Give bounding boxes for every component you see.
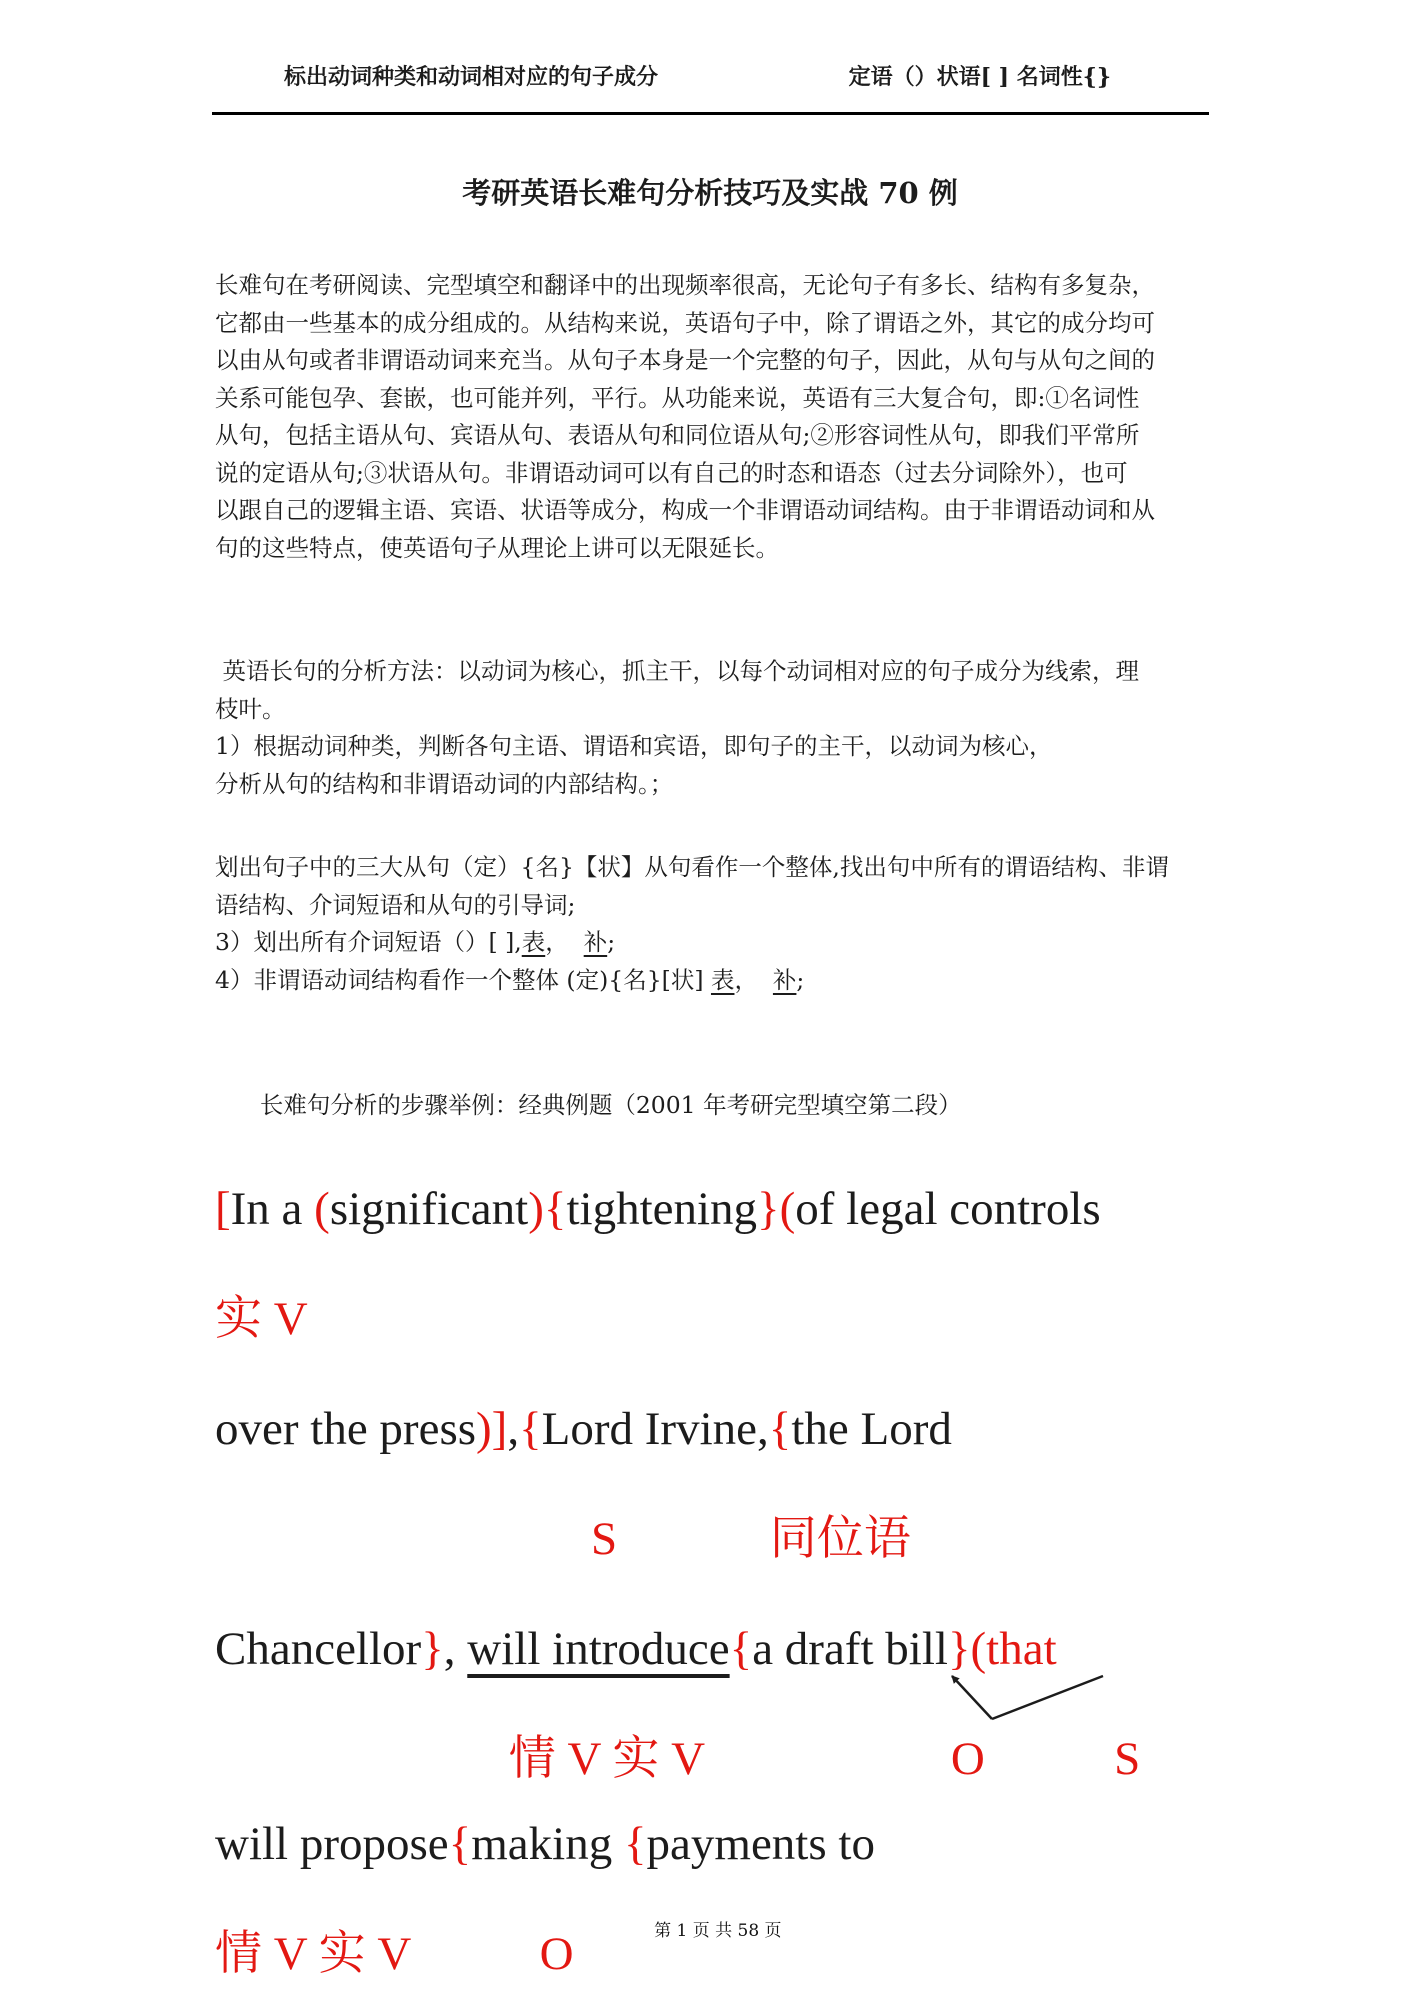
text-segment: 补 — [583, 928, 608, 956]
method-line — [215, 653, 1205, 691]
analysis-line — [215, 1288, 1205, 1350]
intro-line — [215, 455, 1205, 493]
text-segment: making — [471, 1817, 624, 1870]
text-segment: 3）划出所有介词短语（）[ ], — [215, 928, 522, 956]
text-segment: will propose — [215, 1817, 449, 1870]
step-line — [215, 924, 1205, 962]
text-segment: { — [448, 1817, 472, 1870]
text-segment: ; — [607, 928, 616, 956]
example-heading-text: 长难句分析的步骤举例：经典例题（2001 年考研完型填空第二段） — [259, 1090, 962, 1119]
text-segment: Lord Irvine, — [541, 1402, 769, 1455]
text-segment: [ — [215, 1182, 231, 1235]
text-segment: 句的这些特点，使英语句子从理论上讲可以无限延长。 — [215, 533, 779, 562]
analysis-line — [215, 1813, 1205, 1875]
text-segment: 补 — [772, 965, 797, 994]
method-line — [215, 691, 1205, 729]
step-line — [215, 962, 1205, 1000]
text-segment: { — [519, 1402, 542, 1455]
text-segment: , — [507, 1402, 520, 1455]
document-content — [215, 173, 1205, 1985]
analysis-line — [215, 1508, 1205, 1570]
text-segment: 划出句子中的三大从句（定）{名}【状】从句看作一个整体,找出句中所有的谓语结构、非谓 — [215, 853, 1169, 881]
text-segment: 实 V — [215, 1292, 308, 1345]
text-segment: the Lord — [791, 1402, 952, 1455]
analysis-line — [215, 1728, 1205, 1790]
document-title: 考研英语长难句分析技巧及实战 70 例 — [462, 176, 958, 210]
text-segment: 以由从句或者非谓语动词来充当。从句子本身是一个完整的句子，因此，从句与从句之间的 — [215, 346, 1155, 374]
text-segment: will introduce — [467, 1622, 730, 1675]
step-line — [215, 887, 1205, 925]
method-line — [215, 728, 1205, 766]
text-segment: 从句，包括主语从句、宾语从句、表语从句和同位语从句;②形容词性从句，即我们平常所 — [215, 421, 1140, 449]
text-segment: } — [421, 1622, 444, 1675]
text-segment: )] — [476, 1402, 508, 1455]
text-segment: payments to — [646, 1817, 875, 1870]
text-segment: } — [757, 1182, 780, 1235]
text-segment: { — [543, 1182, 567, 1235]
text-segment: S 同位语 — [215, 1512, 911, 1565]
text-segment: Chancellor — [215, 1622, 422, 1675]
steps-paragraph — [215, 849, 1205, 999]
text-segment: 表 — [710, 965, 735, 994]
text-segment: { — [729, 1622, 753, 1675]
page-footer — [0, 1896, 1414, 1961]
text-segment: 英语长句的分析方法：以动词为核心，抓主干，以每个动词相对应的句子成分为线索，理 — [215, 657, 1139, 685]
intro-line — [215, 380, 1205, 418]
text-segment: 4）非谓语动词结构看作一个整体 (定){名}[状] — [215, 965, 711, 994]
text-segment: 枝叶。 — [215, 694, 286, 723]
intro-line — [215, 492, 1205, 530]
text-segment: tightening — [566, 1182, 758, 1235]
intro-line — [215, 267, 1205, 305]
text-segment: 以跟自己的逻辑主语、宾语、状语等成分，构成一个非谓语动词结构。由于非谓语动词和从 — [215, 496, 1155, 524]
text-segment: 长难句在考研阅读、完型填空和翻译中的出现频率很高，无论句子有多长、结构有多复杂， — [215, 271, 1155, 299]
text-segment: { — [768, 1402, 792, 1455]
header-right-text: 定语（）状语[ ] 名词性{} — [848, 64, 1111, 90]
page-number-label: 第 1 页 共 58 页 — [654, 1921, 782, 1941]
text-segment: 语结构、介词短语和从句的引导词; — [215, 890, 576, 919]
text-segment: In a — [230, 1182, 315, 1235]
text-segment: significant — [329, 1182, 529, 1235]
text-segment: ， — [734, 965, 773, 994]
header-left-text: 标出动词种类和动词相对应的句子成分 — [284, 64, 659, 90]
intro-line — [215, 530, 1205, 568]
analysis-line — [215, 1618, 1205, 1680]
intro-paragraph — [215, 267, 1205, 567]
text-segment: 情 V 实 V O — [215, 1927, 574, 1980]
text-segment: ( — [314, 1182, 330, 1235]
sentence-analysis — [215, 1178, 1205, 1985]
text-segment: a draft bill — [752, 1622, 948, 1675]
analysis-line — [215, 1178, 1205, 1240]
text-segment: ( — [779, 1182, 796, 1235]
text-segment: 分析从句的结构和非谓语动词的内部结构。； — [215, 769, 674, 798]
text-segment: (that — [970, 1622, 1057, 1675]
page-header — [212, 0, 1209, 115]
text-segment: over the press — [215, 1402, 477, 1455]
example-heading — [215, 1049, 1205, 1162]
text-segment: } — [947, 1622, 971, 1675]
text-segment: { — [623, 1817, 647, 1870]
text-segment: ， — [545, 928, 584, 956]
intro-line — [215, 342, 1205, 380]
method-paragraph — [215, 653, 1205, 803]
step-line — [215, 849, 1205, 887]
text-segment: 1）根据动词种类，判断各句主语、谓语和宾语，即句子的主干，以动词为核心， — [215, 732, 1053, 760]
text-segment: 说的定语从句;③状语从句。非谓语动词可以有自己的时态和语态（过去分词除外），也可 — [215, 458, 1128, 487]
method-line — [215, 766, 1205, 804]
text-segment: 它都由一些基本的成分组成的。从结构来说，英语句子中，除了谓语之外，其它的成分均可 — [215, 308, 1155, 337]
analysis-lines — [215, 1178, 1205, 1985]
intro-line — [215, 305, 1205, 343]
text-segment: 表 — [521, 928, 546, 956]
intro-line — [215, 417, 1205, 455]
text-segment: , — [443, 1622, 468, 1675]
text-segment: 关系可能包孕、套嵌，也可能并列，平行。从功能来说，英语有三大复合句，即:①名词性 — [215, 383, 1140, 412]
text-segment: ) — [528, 1182, 544, 1235]
analysis-line — [215, 1398, 1205, 1460]
text-segment: 情 V 实 V O S — [215, 1732, 1141, 1785]
text-segment: ; — [796, 965, 805, 994]
text-segment: of legal controls — [795, 1182, 1101, 1235]
